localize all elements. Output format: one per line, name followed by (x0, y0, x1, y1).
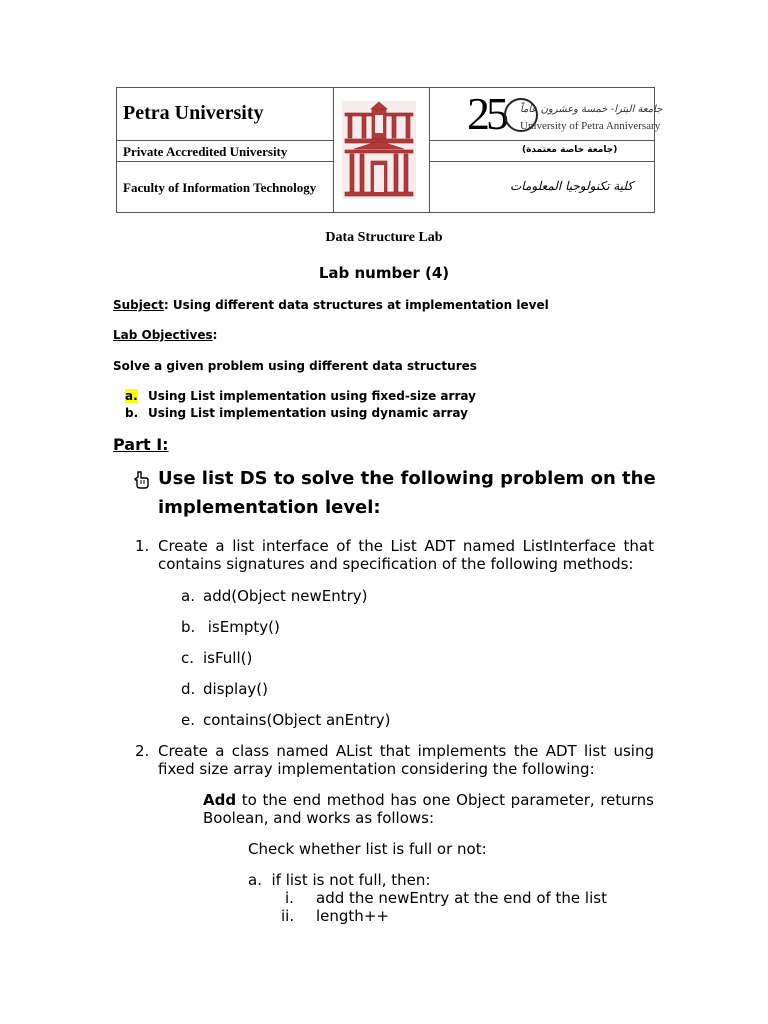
private-arabic: (جامعة خاصة معتمدة) (522, 145, 618, 155)
objectives-label: Lab Objectives (113, 328, 213, 342)
bullet-heading-line1: Use list DS to solve the following problem on the (158, 468, 656, 489)
method-marker: d. (181, 680, 196, 698)
petra-treasury-logo (342, 101, 416, 203)
header-table (116, 87, 663, 213)
method-item: contains(Object anEntry) (203, 711, 391, 729)
method-marker: e. (181, 711, 195, 729)
item2-line2: fixed size array implementation considering the following: (158, 760, 595, 778)
accredited-label: Private Accredited University (123, 144, 288, 159)
objectives-colon: : (212, 328, 218, 342)
add-line1-text: to the end method has one Object parameter, returns (236, 791, 654, 809)
step-marker: ii. (281, 907, 295, 925)
method-marker: c. (181, 649, 195, 667)
list-marker-1: 1. (135, 537, 150, 555)
method-item: isEmpty() (203, 618, 280, 636)
subject-line (113, 298, 549, 312)
method-marker: a. (181, 587, 195, 605)
add-line2: Boolean, and works as follows: (203, 809, 435, 827)
list-marker-2: 2. (135, 742, 150, 760)
method-marker: b. (181, 618, 196, 636)
solve-text: Solve a given problem using different data structures (113, 359, 477, 373)
step-item: length++ (316, 907, 389, 925)
part-title: Part I: (113, 435, 169, 454)
pointing-hand-icon (134, 471, 150, 493)
objective-marker: b. (125, 406, 139, 420)
step-marker: i. (285, 889, 294, 907)
lab-number: Lab number (4) (318, 264, 450, 282)
method-item: display() (203, 680, 268, 698)
add-bold: Add (203, 791, 237, 809)
item1-line1: Create a list interface of the List ADT named ListInterface that (158, 537, 654, 555)
faculty-label: Faculty of Information Technology (123, 180, 317, 195)
item1-line2: contains signatures and specification of the following methods: (158, 555, 634, 573)
objectives-heading (113, 328, 217, 342)
subject-text: : Using different data structures at implementation level (163, 298, 549, 312)
method-item: isFull() (203, 649, 253, 667)
check-text: Check whether list is full or not: (248, 840, 487, 858)
objective-item: Using List implementation using dynamic array (148, 406, 468, 420)
objective-item: Using List implementation using fixed-size array (148, 389, 476, 403)
faculty-arabic: كلية تكنولوجيا المعلومات (510, 179, 633, 193)
add-line1 (203, 791, 654, 809)
sub-a: a. if list is not full, then: (248, 871, 431, 889)
anniversary-arabic: جامعة البترا- خمسة وعشرون عاماً (520, 104, 663, 115)
step-item: add the newEntry at the end of the list (316, 889, 607, 907)
anniversary-25-logo: 25 (467, 88, 505, 139)
bullet-heading-line2: implementation level: (158, 497, 381, 518)
anniversary-english: University of Petra Anniversary (520, 120, 661, 132)
university-name: Petra University (123, 102, 264, 124)
objective-marker: a. (125, 389, 138, 403)
method-item: add(Object newEntry) (203, 587, 368, 605)
subject-label: Subject (113, 298, 164, 312)
item2-line1: Create a class named AList that implements the ADT list using (158, 742, 654, 760)
doc-title: Data Structure Lab (325, 230, 443, 245)
